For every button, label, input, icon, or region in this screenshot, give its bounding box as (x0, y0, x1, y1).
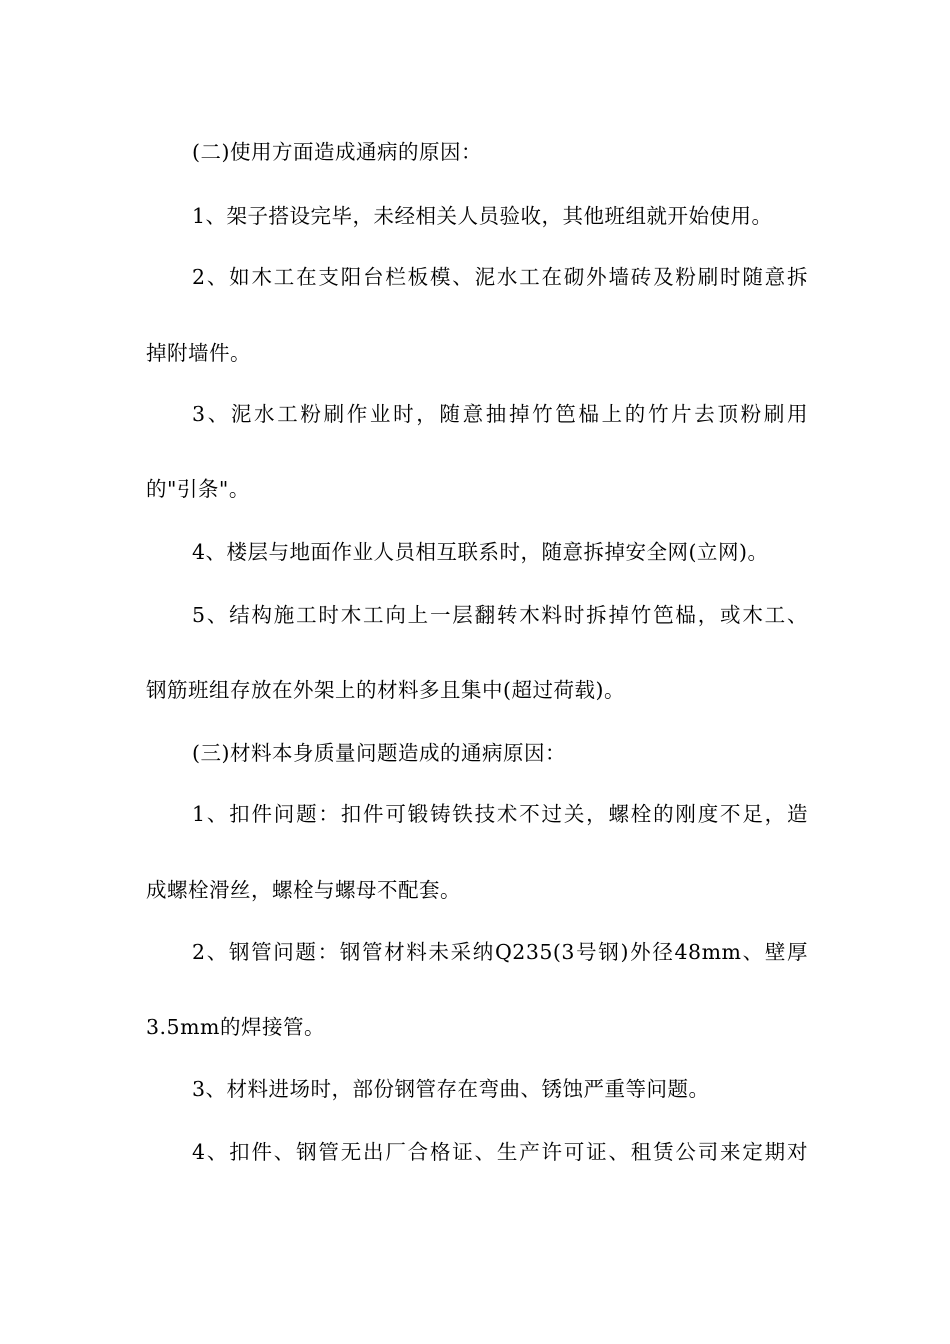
paragraph-line: 掉附墙件。 (146, 341, 251, 365)
paragraph-line: 1、架子搭设完毕，未经相关人员验收，其他班组就开始使用。 (192, 204, 773, 228)
paragraph-line: 3、泥水工粉刷作业时，随意抽掉竹笆榀上的竹片去顶粉刷用 (192, 402, 808, 426)
paragraph-line: 4、扣件、钢管无出厂合格证、生产许可证、租赁公司来定期对 (192, 1140, 808, 1164)
paragraph-line: 3、材料进场时，部份钢管存在弯曲、锈蚀严重等问题。 (192, 1077, 710, 1101)
paragraph-line: 1、扣件问题：扣件可锻铸铁技术不过关，螺栓的刚度不足，造 (192, 802, 808, 826)
paragraph-line: 2、如木工在支阳台栏板模、泥水工在砌外墙砖及粉刷时随意拆 (192, 265, 808, 289)
paragraph-line: 成螺栓滑丝，螺栓与螺母不配套。 (146, 878, 461, 902)
paragraph-line: 钢筋班组存放在外架上的材料多且集中(超过荷载)。 (146, 678, 625, 702)
paragraph-line: 的"引条"。 (146, 477, 250, 501)
section-heading-material-quality: (三)材料本身质量问题造成的通病原因： (192, 741, 566, 765)
section-heading-usage-causes: (二)使用方面造成通病的原因： (192, 140, 482, 164)
paragraph-line: 3.5mm的焊接管。 (146, 1015, 325, 1039)
paragraph-line: 5、结构施工时木工向上一层翻转木料时拆掉竹笆榀，或木工、 (192, 603, 808, 627)
paragraph-line: 4、楼层与地面作业人员相互联系时，随意拆掉安全网(立网)。 (192, 540, 769, 564)
paragraph-line: 2、钢管问题：钢管材料未采纳Q235(3号钢)外径48mm、壁厚 (192, 940, 808, 964)
